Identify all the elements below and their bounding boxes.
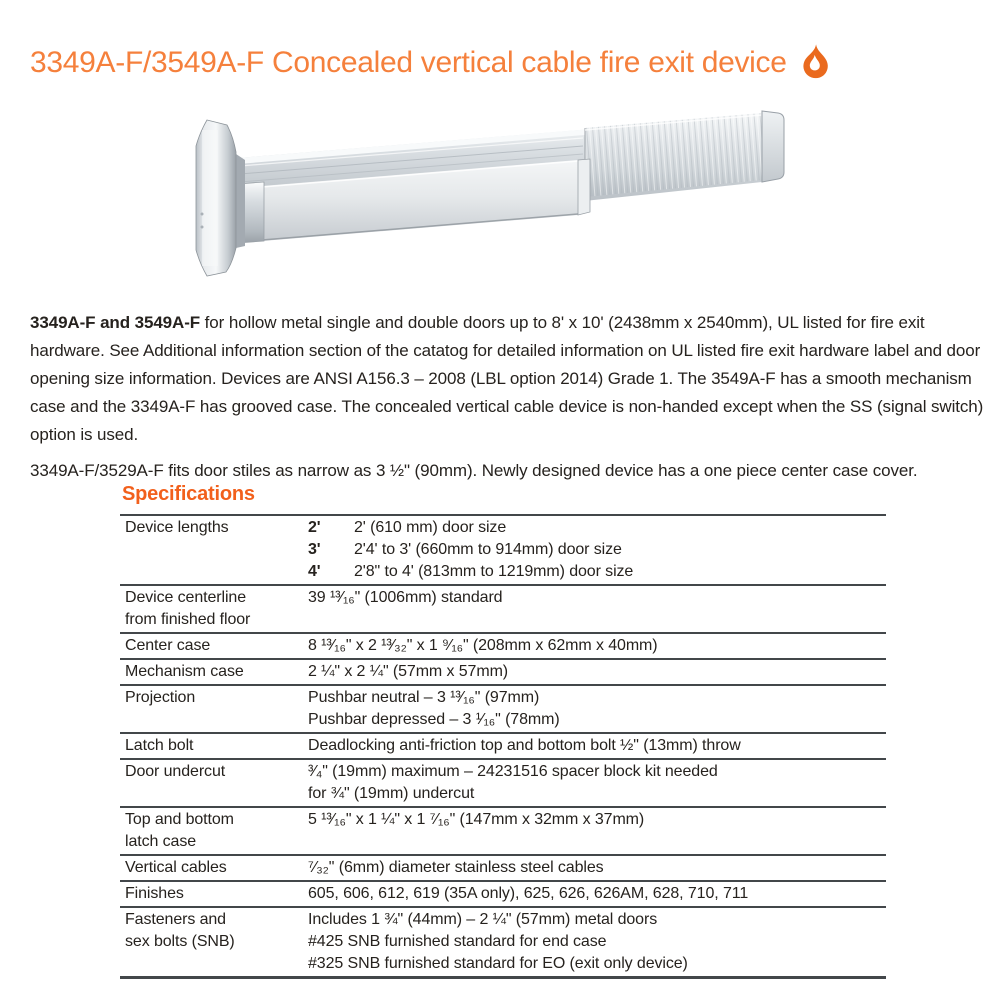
intro-paragraph: [30, 309, 988, 449]
intro-paragraph-text: for hollow metal single and double doors up to 8' x 10' (2438mm x 2540mm), UL listed for fire exit hardware. See Additional information section of the catatog for detailed information on UL listed fire exit hardware label and door opening size information. Devices are ANSI A156.3 – 2008 (LBL option 2014) Grade 1. The 3549A-F has a smooth mechanism case and the 3349A-F has grooved case. The concealed vertical cable device is non-handed except when the SS (signal switch) option is used.: [30, 313, 984, 444]
spec-value-line: 39 ¹³⁄₁₆" (1006mm) standard: [308, 589, 503, 606]
spec-label: Fasteners and: [125, 911, 226, 928]
spec-row-device-lengths: [120, 514, 886, 584]
device-length-desc: 2'4' to 3' (660mm to 914mm) door size: [354, 541, 622, 558]
spec-value-line: Deadlocking anti-friction top and bottom bolt ½" (13mm) throw: [308, 737, 741, 754]
spec-value-line: 2 ¼" x 2 ¼" (57mm x 57mm): [308, 663, 509, 680]
spec-value-line: Includes 1 ¾" (44mm) – 2 ¼" (57mm) metal doors: [308, 911, 658, 928]
model-numbers-bold: 3349A-F and 3549A-F: [30, 313, 201, 332]
spec-row-center-case: [120, 632, 886, 658]
spec-row-fasteners: [120, 906, 886, 976]
spec-value-line: #425 SNB furnished standard for end case: [308, 933, 607, 950]
spec-label: sex bolts (SNB): [125, 933, 235, 950]
spec-row-top-bottom-latch-case: [120, 806, 886, 854]
device-length-size: 4': [308, 563, 321, 580]
spec-value-line: Pushbar depressed – 3 ¹⁄₁₆" (78mm): [308, 711, 560, 728]
spec-row-projection: [120, 684, 886, 732]
spec-label: Projection: [125, 689, 196, 706]
spec-value-line: #325 SNB furnished standard for EO (exit only device): [308, 955, 688, 972]
spec-label: Device centerline: [125, 589, 247, 606]
spec-label: Latch bolt: [125, 737, 194, 754]
spec-value-line: ³⁄₄" (19mm) maximum – 24231516 spacer block kit needed: [308, 763, 718, 780]
spec-row-latch-bolt: [120, 732, 886, 758]
spec-label: Vertical cables: [125, 859, 227, 876]
spec-value-line: Pushbar neutral – 3 ¹³⁄₁₆" (97mm): [308, 689, 540, 706]
device-length-desc: 2' (610 mm) door size: [354, 519, 507, 536]
device-length-line: [308, 539, 886, 561]
note-paragraph: 3349A-F/3529A-F fits door stiles as narrow as 3 ½" (90mm). Newly designed device has a one piece center case cover.: [30, 461, 918, 480]
spec-label: Device lengths: [125, 519, 229, 536]
spec-value-line: 5 ¹³⁄₁₆" x 1 ¼" x 1 ⁷⁄₁₆" (147mm x 32mm x 37mm): [308, 811, 645, 828]
spec-label: Door undercut: [125, 763, 226, 780]
spec-label: Finishes: [125, 885, 184, 902]
spec-row-device-centerline: [120, 584, 886, 632]
spec-label: Top and bottom: [125, 811, 234, 828]
page-title-row: [30, 44, 831, 82]
specifications-heading: Specifications: [122, 483, 255, 505]
spec-label: latch case: [125, 833, 197, 850]
fire-rating-icon: [802, 44, 831, 82]
spec-row-mechanism-case: [120, 658, 886, 684]
device-length-desc: 2'8" to 4' (813mm to 1219mm) door size: [354, 563, 634, 580]
page-title: 3349A-F/3549A-F Concealed vertical cable fire exit device: [30, 46, 787, 79]
device-length-size: 3': [308, 541, 321, 558]
specifications-table: [120, 514, 886, 979]
spec-row-finishes: [120, 880, 886, 906]
spec-value-line: ⁷⁄₃₂" (6mm) diameter stainless steel cables: [308, 859, 604, 876]
device-length-size: 2': [308, 519, 321, 536]
spec-value-line: 605, 606, 612, 619 (35A only), 625, 626, 626AM, 628, 710, 711: [308, 885, 749, 902]
spec-value-line: 8 ¹³⁄₁₆" x 2 ¹³⁄₃₂" x 1 ⁹⁄₁₆" (208mm x 62mm x 40mm): [308, 637, 658, 654]
device-length-line: [308, 517, 886, 539]
spec-row-door-undercut: [120, 758, 886, 806]
spec-label: Mechanism case: [125, 663, 244, 680]
spec-label: Center case: [125, 637, 211, 654]
device-length-line: [308, 561, 886, 583]
spec-row-vertical-cables: [120, 854, 886, 880]
product-image: [150, 100, 850, 290]
spec-label: from finished floor: [125, 611, 251, 628]
exit-device-illustration: [150, 100, 850, 290]
spec-value-line: for ¾" (19mm) undercut: [308, 785, 475, 802]
